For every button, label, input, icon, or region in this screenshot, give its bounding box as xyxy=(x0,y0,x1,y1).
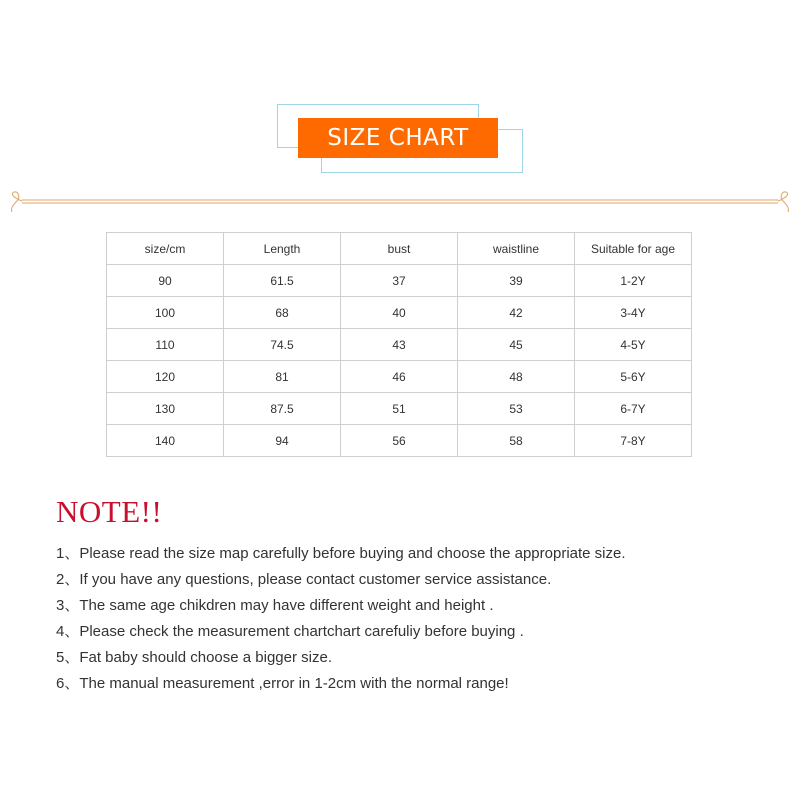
list-item: 2、If you have any questions, please contact customer service assistance. xyxy=(56,571,552,588)
table-cell: 37 xyxy=(341,265,458,297)
table-cell: 39 xyxy=(458,265,575,297)
column-header: Suitable for age xyxy=(575,233,692,265)
table-header-row xyxy=(107,233,692,265)
table-row xyxy=(107,361,692,393)
table-cell: 42 xyxy=(458,297,575,329)
table-cell: 74.5 xyxy=(224,329,341,361)
table-cell: 51 xyxy=(341,393,458,425)
list-item: 1、Please read the size map carefully before buying and choose the appropriate size. xyxy=(56,545,626,562)
list-item: 6、The manual measurement ,error in 1-2cm with the normal range! xyxy=(56,675,509,692)
table-cell: 53 xyxy=(458,393,575,425)
list-item: 5、Fat baby should choose a bigger size. xyxy=(56,649,332,666)
table-row xyxy=(107,425,692,457)
table-cell: 90 xyxy=(107,265,224,297)
table-cell: 68 xyxy=(224,297,341,329)
table-cell: 48 xyxy=(458,361,575,393)
column-header: Length xyxy=(224,233,341,265)
table-cell: 120 xyxy=(107,361,224,393)
list-item: 3、The same age chikdren may have different weight and height . xyxy=(56,597,494,614)
table-cell: 1-2Y xyxy=(575,265,692,297)
table-cell: 140 xyxy=(107,425,224,457)
table-cell: 45 xyxy=(458,329,575,361)
table-row xyxy=(107,265,692,297)
table-cell: 7-8Y xyxy=(575,425,692,457)
note-heading: NOTE!! xyxy=(56,494,163,529)
column-header: bust xyxy=(341,233,458,265)
table-cell: 56 xyxy=(341,425,458,457)
size-chart-table xyxy=(106,232,692,457)
table-cell: 110 xyxy=(107,329,224,361)
table-cell: 40 xyxy=(341,297,458,329)
table-cell: 100 xyxy=(107,297,224,329)
table-cell: 6-7Y xyxy=(575,393,692,425)
column-header: waistline xyxy=(458,233,575,265)
table-cell: 94 xyxy=(224,425,341,457)
column-header: size/cm xyxy=(107,233,224,265)
table-cell: 5-6Y xyxy=(575,361,692,393)
table-cell: 43 xyxy=(341,329,458,361)
title-banner xyxy=(0,0,800,180)
table-cell: 3-4Y xyxy=(575,297,692,329)
table-cell: 130 xyxy=(107,393,224,425)
table-cell: 4-5Y xyxy=(575,329,692,361)
table-cell: 87.5 xyxy=(224,393,341,425)
table-cell: 61.5 xyxy=(224,265,341,297)
table-cell: 81 xyxy=(224,361,341,393)
table-row xyxy=(107,393,692,425)
list-item: 4、Please check the measurement chartchart carefuliy before buying . xyxy=(56,623,524,640)
notes-list xyxy=(56,543,626,699)
table-cell: 46 xyxy=(341,361,458,393)
page-title: SIZE CHART xyxy=(298,118,498,158)
table-row xyxy=(107,329,692,361)
table-cell: 58 xyxy=(458,425,575,457)
ornamental-divider xyxy=(8,188,792,218)
table-row xyxy=(107,297,692,329)
